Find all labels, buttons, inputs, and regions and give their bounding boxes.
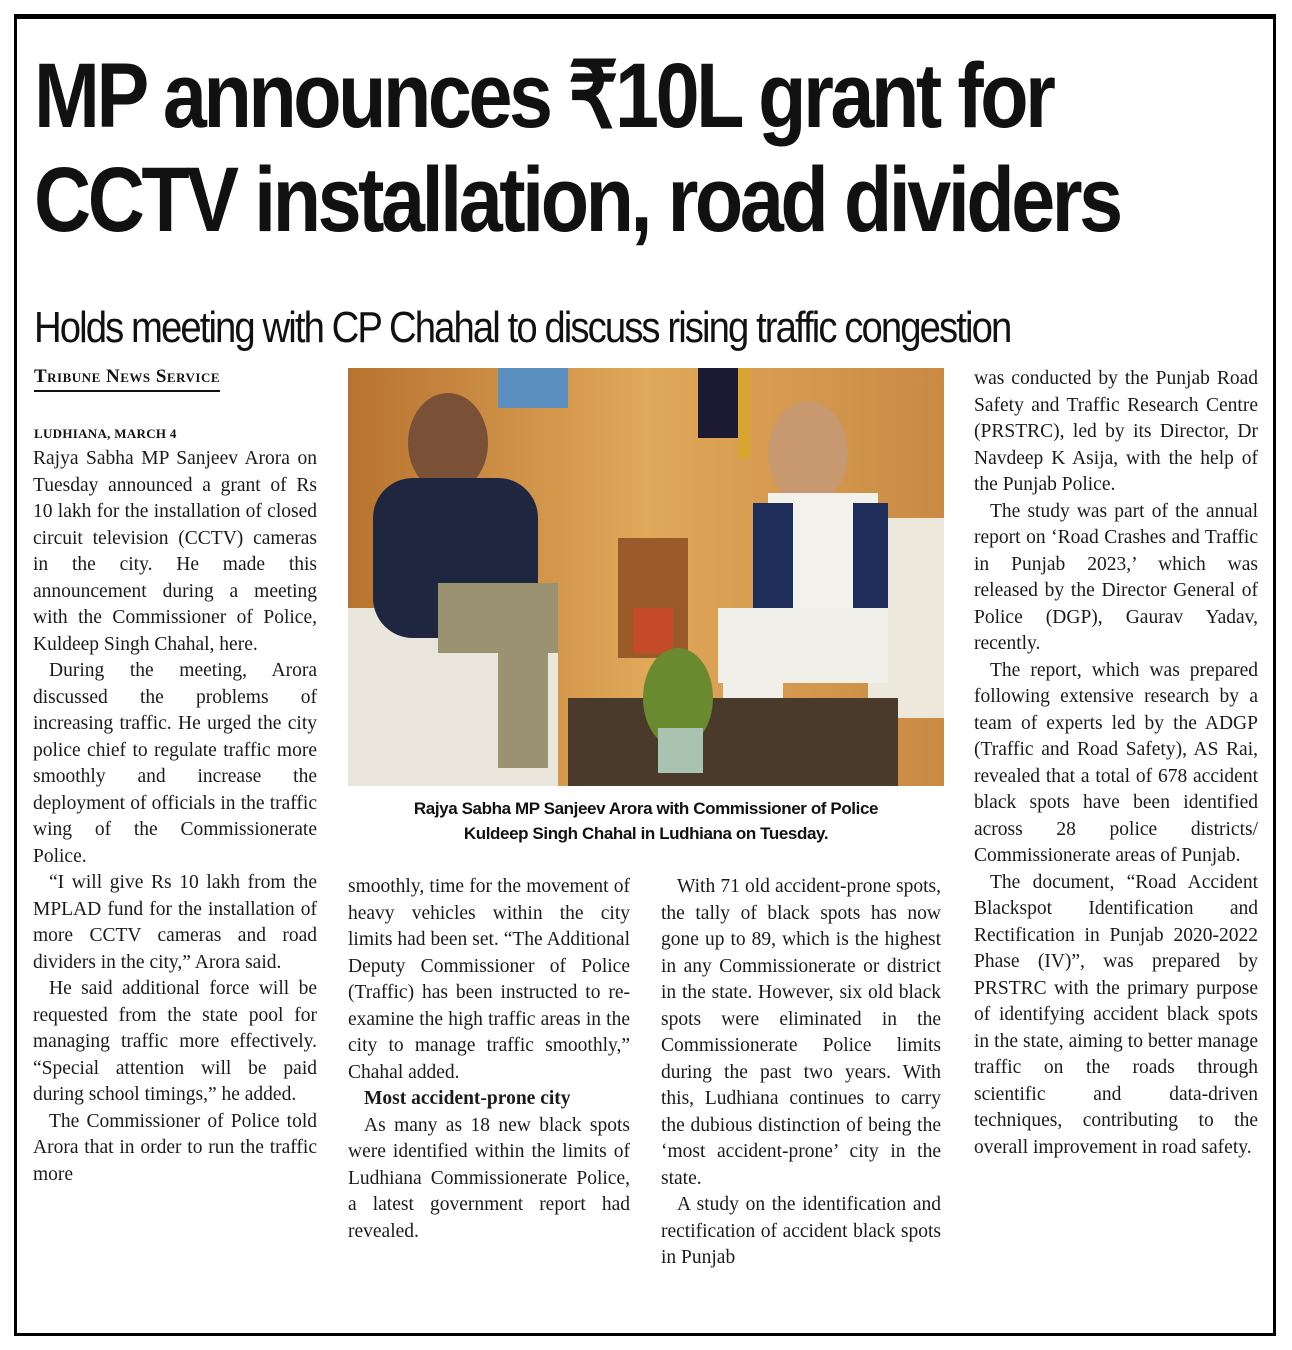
paragraph: During the meeting, Arora discussed the problems of increasing traffic. He urged the city police chief to regulate traffic more smoothly and increase the deployment of officials in the traffic wing of the Commissionerate Police. xyxy=(33,660,317,867)
paragraph: smoothly, time for the movement of heavy vehicles within the city limits had been set. “The Additional Deputy Commissioner of Police (Traffic) has been instructed to re-examine the high traffic areas in the city to manage traffic smoothly,” Chahal added. xyxy=(348,876,630,1083)
headline-line-1: MP announces ₹10L grant for xyxy=(34,45,1053,147)
article-column-4 xyxy=(974,366,1258,1161)
paragraph: A study on the identification and rectification of accident black spots in Punjab xyxy=(661,1194,941,1268)
headline xyxy=(34,44,1120,252)
paragraph: The document, “Road Accident Blackspot Identification and Rectification in Punjab 2020-2022 Phase (IV)”, was prepared by PRSTRC with the primary purpose of identifying accident black spots in the state, aiming to better manage traffic on the roads through scientific and data-driven techniques, contributing to the overall improvement in road safety. xyxy=(974,871,1258,1158)
article-column-3 xyxy=(661,874,941,1272)
news-photo xyxy=(348,368,944,786)
subheadline: Holds meeting with CP Chahal to discuss rising traffic congestion xyxy=(34,303,1011,352)
headline-line-2: CCTV installation, road dividers xyxy=(34,149,1120,251)
paragraph: The report, which was prepared following extensive research by a team of experts led by the ADGP (Traffic and Road Safety), AS Rai, revealed that a total of 678 accident black spots have been identified across 28 police districts/ Commissionerate areas of Punjab. xyxy=(974,659,1258,866)
section-subheading: Most accident-prone city xyxy=(364,1088,571,1109)
caption-line-2: Kuldeep Singh Chahal in Ludhiana on Tuesday. xyxy=(463,824,829,843)
photo-caption xyxy=(348,796,944,846)
paragraph: The Commissioner of Police told Arora that in order to run the traffic more xyxy=(33,1110,317,1185)
paragraph: With 71 old accident-prone spots, the tally of black spots has now gone up to 89, which is the highest in any Commissionerate or district in the state. However, six old black spots were eliminated in the Commissionerate Police limits during the past two years. With this, Ludhiana continues to carry the dubious distinction of being the ‘most accident-prone’ city in the state. xyxy=(661,876,941,1189)
byline: Tribune News Service xyxy=(34,366,220,392)
paragraph: The study was part of the annual report on ‘Road Crashes and Traffic in Punjab 2023,’ which was released by the Director General of Police (DGP), Gaurav Yadav, recently. xyxy=(974,500,1258,654)
paragraph: “I will give Rs 10 lakh from the MPLAD fund for the installation of more CCTV cameras and road dividers in the city,” Arora said. xyxy=(33,872,317,973)
paragraph: As many as 18 new black spots were identified within the limits of Ludhiana Commissionerate Police, a latest government report had revealed. xyxy=(348,1114,630,1242)
article-column-1 xyxy=(33,446,317,1188)
paragraph: Rajya Sabha MP Sanjeev Arora on Tuesday announced a grant of Rs 10 lakh for the installation of closed circuit television (CCTV) cameras in the city. He made this announcement during a meeting with the Commissioner of Police, Kuldeep Singh Chahal, here. xyxy=(33,448,317,655)
paragraph: He said additional force will be requested from the state pool for managing traffic more effectively. “Special attention will be paid during school timings,” he added. xyxy=(33,978,317,1105)
dateline: LUDHIANA, MARCH 4 xyxy=(34,426,177,441)
paragraph: was conducted by the Punjab Road Safety and Traffic Research Centre (PRSTRC), led by its Director, Dr Navdeep K Asija, with the help of the Punjab Police. xyxy=(974,368,1258,495)
photo-illustration xyxy=(348,368,944,786)
article-column-2 xyxy=(348,874,630,1245)
caption-line-1: Rajya Sabha MP Sanjeev Arora with Commissioner of Police xyxy=(413,799,879,818)
